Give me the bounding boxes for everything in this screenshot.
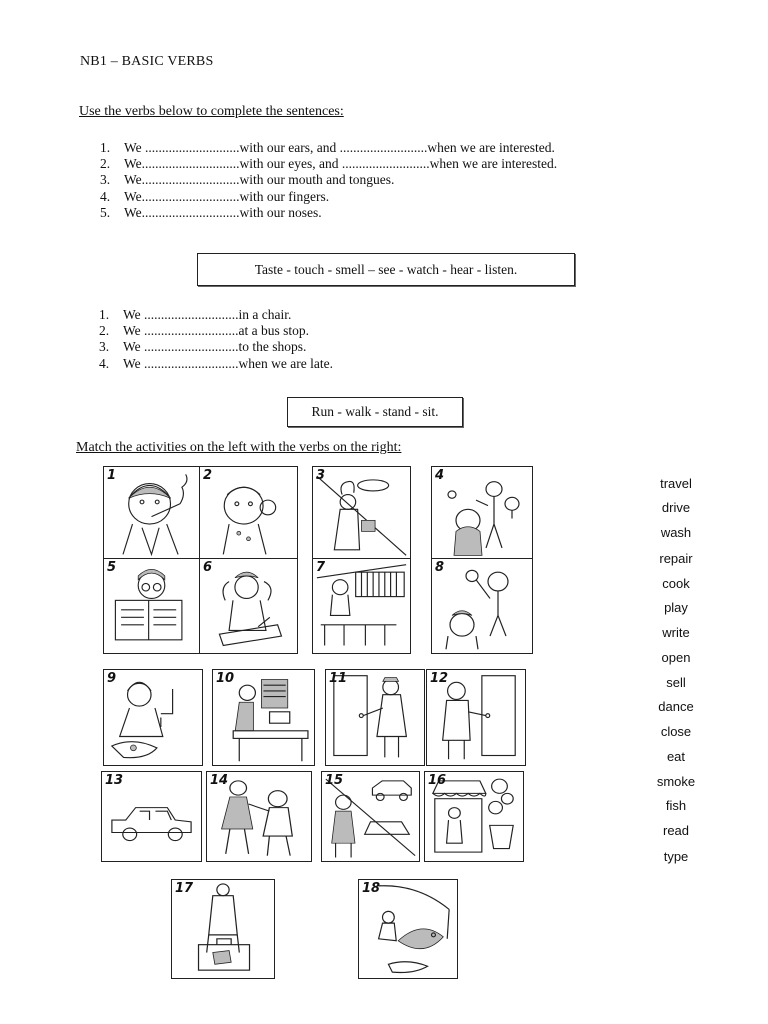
sentence-number: 2.	[100, 156, 111, 172]
verb-item-read: read	[662, 823, 690, 838]
instruction-complete-sentences: Use the verbs below to complete the sentences:	[79, 104, 344, 119]
instruction-match-activities: Match the activities on the left with the verbs on the right:	[76, 440, 402, 455]
sentence-text: We ............................to the shops.	[123, 339, 307, 355]
boys-playing-icon	[432, 559, 532, 653]
smoking-man-icon	[104, 467, 199, 559]
picture-number: 17	[175, 881, 194, 896]
verb-item-sell: sell	[666, 675, 686, 690]
picture-number: 10	[216, 671, 235, 686]
sentence-text: We.............................with our mouth and tongues.	[124, 172, 395, 188]
sentence-item	[100, 156, 557, 172]
senses-verb-box: Taste - touch - smell – see - watch - hear - listen.	[197, 253, 575, 286]
sentence-text: We ............................at a bus stop.	[123, 323, 310, 339]
posture-sentence-list	[99, 307, 333, 372]
girl-writing-icon	[200, 559, 297, 653]
sentence-item	[99, 307, 333, 323]
activity-picture-2	[199, 466, 298, 560]
activity-picture-6	[199, 558, 298, 654]
verb-item-drive: drive	[661, 500, 691, 515]
picture-number: 1	[107, 468, 117, 483]
sentence-text: We.............................with our eyes, and ..........................when we are interested.	[124, 156, 558, 172]
picture-number: 9	[107, 671, 117, 686]
picture-number: 15	[325, 773, 344, 788]
verb-item-wash: wash	[660, 525, 692, 540]
sentence-text: We ............................with our ears, and ..........................when we are interested.	[124, 140, 555, 155]
verb-item-type: type	[663, 849, 689, 864]
sentence-item	[99, 323, 333, 339]
cook-icon	[313, 467, 410, 559]
verb-item-repair: repair	[659, 551, 693, 566]
activity-picture-9	[103, 669, 203, 766]
sentence-number: 4.	[99, 355, 110, 371]
activity-picture-14	[206, 771, 312, 862]
senses-sentence-list	[100, 140, 557, 221]
picture-number: 14	[210, 773, 229, 788]
picture-number: 11	[329, 671, 348, 686]
sentence-number: 3.	[99, 339, 110, 355]
verb-item-fish: fish	[665, 798, 687, 813]
picture-number: 12	[430, 671, 449, 686]
picture-number: 16	[428, 773, 447, 788]
sentence-number: 2.	[99, 323, 110, 339]
sentence-item	[100, 172, 557, 188]
sentence-text: We ............................when we are late.	[123, 355, 333, 371]
verb-item-write: write	[662, 625, 690, 640]
picture-number: 5	[107, 560, 117, 575]
sentence-number: 1.	[99, 307, 110, 322]
activity-picture-18	[358, 879, 458, 979]
verb-item-cook: cook	[662, 576, 690, 591]
verb-item-play: play	[664, 600, 688, 615]
verb-item-eat: eat	[666, 749, 686, 764]
sentence-number: 3.	[100, 172, 111, 188]
verb-item-open: open	[661, 650, 691, 665]
tennis-players-icon	[432, 467, 532, 559]
activity-picture-8	[431, 558, 533, 654]
picture-number: 18	[362, 881, 381, 896]
picture-number: 7	[316, 560, 326, 575]
activity-picture-12	[426, 669, 526, 766]
activity-picture-4	[431, 466, 533, 560]
verb-item-close: close	[660, 724, 692, 739]
picture-number: 2	[203, 468, 213, 483]
sentence-number: 1.	[100, 140, 111, 155]
picture-number: 3	[316, 468, 326, 483]
activity-picture-11	[325, 669, 425, 766]
sentence-item	[99, 356, 333, 372]
picture-number: 6	[203, 560, 213, 575]
sentence-text: We.............................with our fingers.	[124, 188, 330, 204]
boy-eating-icon	[200, 467, 297, 559]
activity-picture-16	[424, 771, 524, 862]
picture-number: 8	[435, 560, 445, 575]
sentence-item	[100, 140, 557, 156]
sentence-item	[100, 189, 557, 205]
verb-item-dance: dance	[658, 699, 694, 714]
picture-number: 13	[105, 773, 124, 788]
activity-picture-17	[171, 879, 275, 979]
activity-picture-7	[312, 558, 411, 654]
verb-item-travel: travel	[660, 476, 692, 491]
verb-item-smoke: smoke	[656, 774, 696, 789]
sentence-number: 5.	[100, 204, 111, 220]
piano-room-icon	[313, 559, 410, 653]
sentence-item	[99, 339, 333, 355]
sentence-item	[100, 205, 557, 221]
activity-picture-1	[103, 466, 200, 560]
sentence-text: We ............................in a chair.	[123, 307, 292, 322]
worksheet-title: NB1 – BASIC VERBS	[80, 54, 214, 69]
activity-picture-3	[312, 466, 411, 560]
activity-picture-15	[321, 771, 420, 862]
posture-verb-box: Run - walk - stand - sit.	[287, 397, 463, 427]
washing-icon	[104, 670, 202, 765]
activity-picture-5	[103, 558, 200, 654]
activity-picture-10	[212, 669, 315, 766]
sentence-number: 4.	[100, 188, 111, 204]
man-reading-icon	[104, 559, 199, 653]
sentence-text: We.............................with our noses.	[124, 204, 322, 220]
picture-number: 4	[435, 468, 445, 483]
activity-picture-13	[101, 771, 202, 862]
